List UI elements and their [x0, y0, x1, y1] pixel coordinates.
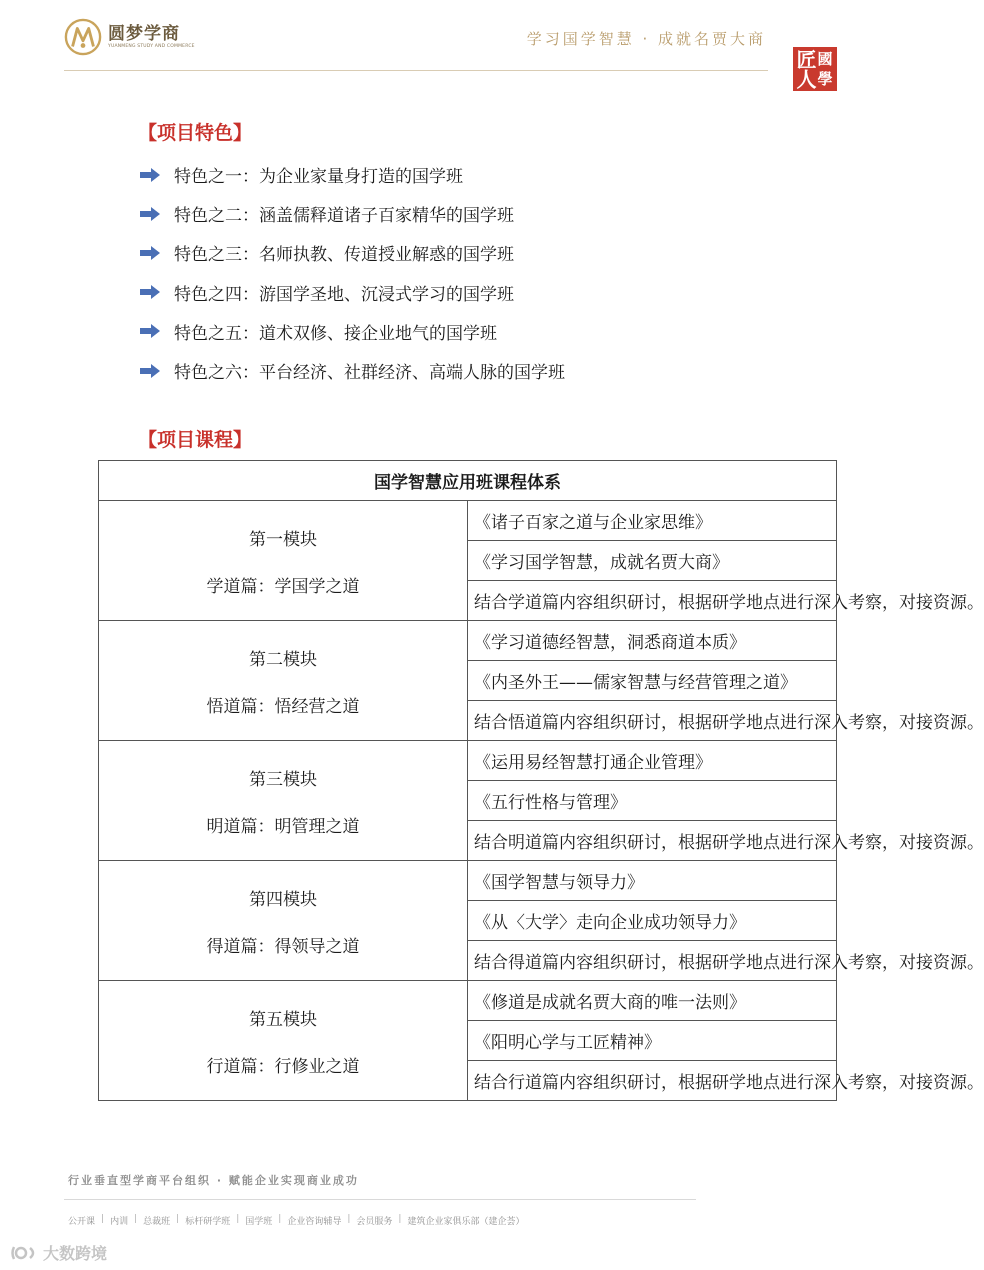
seal-char-3: 匠人 [793, 49, 817, 89]
footer-separator: | [134, 1214, 138, 1224]
arrow-right-icon [140, 324, 160, 338]
feature-item [140, 155, 565, 194]
header-divider [64, 70, 768, 71]
module-subtitle: 学道篇：学国学之道 [206, 576, 360, 597]
table-row [99, 501, 837, 541]
module-subtitle: 得道篇：得领导之道 [206, 936, 360, 957]
logo-subtitle: YUANMENG STUDY AND COMMERCE [108, 44, 195, 49]
course-cell: 《内圣外王——儒家智慧与经营管理之道》 [468, 661, 837, 701]
feature-text: 特色之六：平台经济、社群经济、高端人脉的国学班 [174, 363, 565, 384]
arrow-right-icon [140, 168, 160, 182]
feature-text: 特色之五：道术双修、接企业地气的国学班 [174, 323, 497, 344]
footer-separator: | [176, 1214, 180, 1224]
feature-text: 特色之一：为企业家量身打造的国学班 [174, 167, 463, 188]
table-row [99, 621, 837, 661]
table-row [99, 981, 837, 1021]
course-cell: 《修道是成就名贾大商的唯一法则》 [468, 981, 837, 1021]
footer-divider [64, 1199, 696, 1200]
arrow-right-icon [140, 207, 160, 221]
footer-separator: | [278, 1214, 282, 1224]
course-cell: 结合明道篇内容组织研讨，根据研学地点进行深入考察，对接资源。 [468, 821, 837, 861]
course-cell: 结合悟道篇内容组织研讨，根据研学地点进行深入考察，对接资源。 [468, 701, 837, 741]
course-cell: 《国学智慧与领导力》 [468, 861, 837, 901]
feature-item [140, 233, 565, 272]
arrow-right-icon [140, 364, 160, 378]
module-name: 第三模块 [249, 769, 317, 790]
module-name: 第二模块 [249, 649, 317, 670]
footer-separator: | [236, 1214, 240, 1224]
features-list [140, 155, 565, 390]
seal-stamp [793, 47, 837, 91]
feature-item [140, 312, 565, 351]
module-cell [99, 501, 468, 621]
footer-link-guoxue-class[interactable]: 国学班 [245, 1217, 273, 1227]
courses-title: 【项目课程】 [138, 429, 253, 451]
table-title: 国学智慧应用班课程体系 [99, 461, 837, 501]
footer-separator: | [101, 1214, 105, 1224]
footer-link-consulting[interactable]: 企业咨询辅导 [287, 1217, 342, 1227]
module-cell [99, 861, 468, 981]
seal-char-1: 國 [817, 49, 833, 68]
module-subtitle: 明道篇：明管理之道 [206, 816, 360, 837]
module-name: 第四模块 [249, 889, 317, 910]
watermark-logo-icon [10, 1244, 40, 1262]
module-subtitle: 悟道篇：悟经营之道 [206, 696, 360, 717]
feature-text: 特色之四：游国学圣地、沉浸式学习的国学班 [174, 284, 514, 305]
feature-text: 特色之二：涵盖儒释道诸子百家精华的国学班 [174, 206, 514, 227]
header-slogan: 学习国学智慧 · 成就名贾大商 [526, 30, 766, 48]
footer-link-benchmark-study[interactable]: 标杆研学班 [185, 1217, 231, 1227]
course-cell: 结合学道篇内容组织研讨，根据研学地点进行深入考察，对接资源。 [468, 581, 837, 621]
logo-name: 圆梦学商 [108, 24, 180, 44]
footer-link-inhouse-training[interactable]: 内训 [110, 1217, 129, 1227]
footer-nav [68, 1214, 524, 1227]
module-cell [99, 981, 468, 1101]
course-cell: 《阳明心学与工匠精神》 [468, 1021, 837, 1061]
footer-link-club[interactable]: 建筑企业家俱乐部（建企荟） [407, 1217, 525, 1227]
footer-separator: | [398, 1214, 402, 1224]
feature-item [140, 351, 565, 390]
module-name: 第五模块 [249, 1009, 317, 1030]
course-cell: 《诸子百家之道与企业家思维》 [468, 501, 837, 541]
module-name: 第一模块 [249, 529, 317, 550]
yuanmeng-logo-icon [64, 18, 102, 56]
course-cell: 结合得道篇内容组织研讨，根据研学地点进行深入考察，对接资源。 [468, 941, 837, 981]
footer-separator: | [347, 1214, 351, 1224]
seal-char-2: 學 [817, 69, 833, 88]
course-cell: 结合行道篇内容组织研讨，根据研学地点进行深入考察，对接资源。 [468, 1061, 837, 1101]
table-row [99, 741, 837, 781]
course-cell: 《学习道德经智慧，洞悉商道本质》 [468, 621, 837, 661]
course-cell: 《学习国学智慧，成就名贾大商》 [468, 541, 837, 581]
footer-link-executive-class[interactable]: 总裁班 [143, 1217, 171, 1227]
arrow-right-icon [140, 285, 160, 299]
footer-slogan: 行业垂直型学商平台组织 · 赋能企业实现商业成功 [68, 1174, 359, 1187]
watermark-text: 大数跨境 [43, 1244, 108, 1263]
table-row [99, 861, 837, 901]
course-cell: 《五行性格与管理》 [468, 781, 837, 821]
footer-link-public-course[interactable]: 公开课 [68, 1217, 96, 1227]
feature-text: 特色之三：名师执教、传道授业解惑的国学班 [174, 245, 514, 266]
module-subtitle: 行道篇：行修业之道 [206, 1056, 360, 1077]
course-cell: 《运用易经智慧打通企业管理》 [468, 741, 837, 781]
module-cell [99, 741, 468, 861]
feature-item [140, 194, 565, 233]
arrow-right-icon [140, 246, 160, 260]
course-table [98, 460, 984, 1101]
brand-logo [64, 18, 195, 56]
features-title: 【项目特色】 [138, 122, 253, 144]
feature-item [140, 273, 565, 312]
course-cell: 《从〈大学〉走向企业成功领导力》 [468, 901, 837, 941]
watermark [10, 1241, 107, 1264]
module-cell [99, 621, 468, 741]
footer-link-membership[interactable]: 会员服务 [356, 1217, 393, 1227]
